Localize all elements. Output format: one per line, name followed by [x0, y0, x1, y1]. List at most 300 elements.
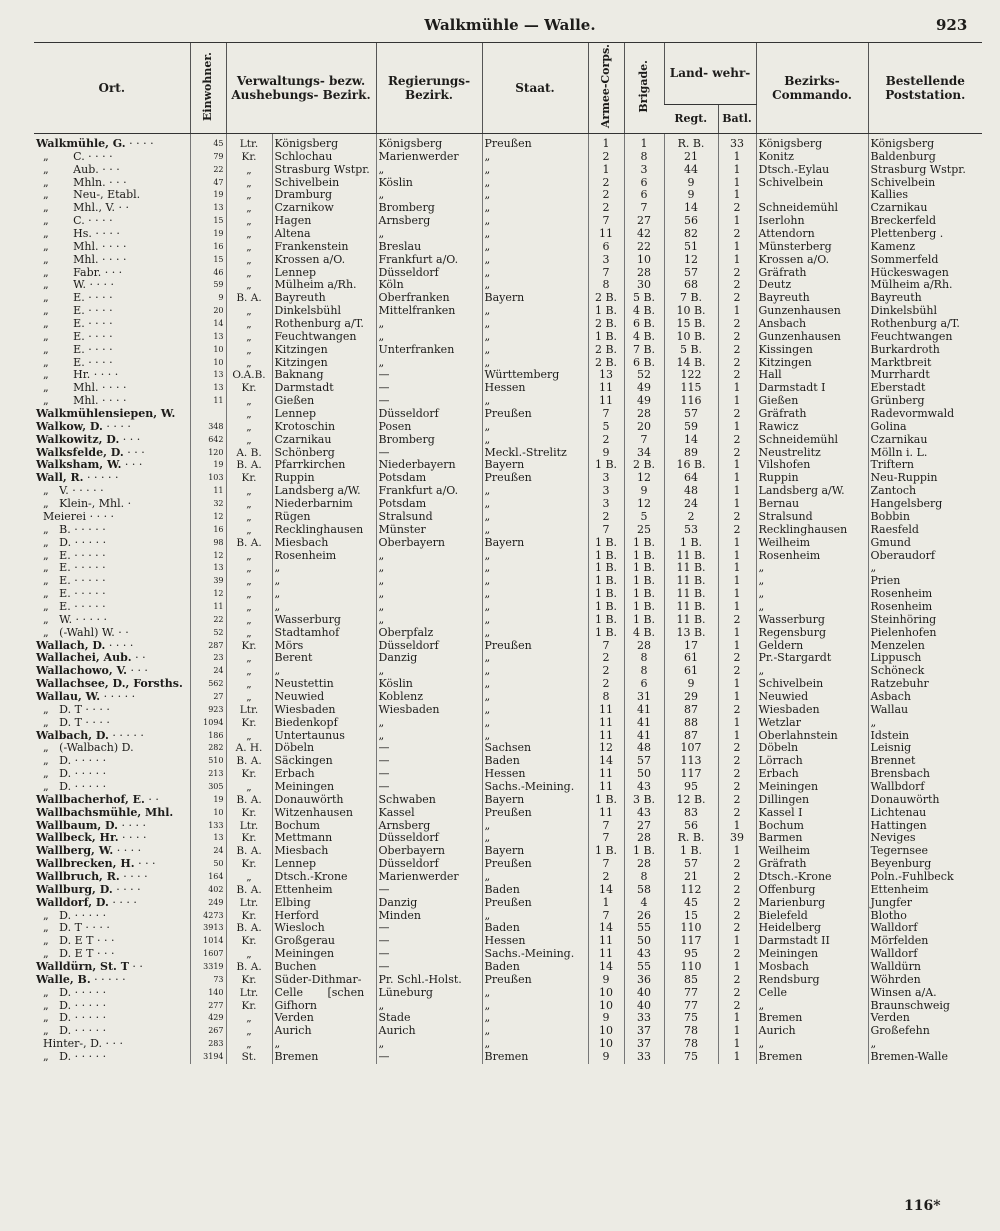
place-type: „ Mhln. · · · — [36, 176, 127, 189]
cell-staat: Meckl.-Strelitz — [482, 447, 588, 460]
place-name: Wallau, W. — [36, 690, 101, 703]
cell-reg: „ — [376, 1038, 482, 1051]
cell-brig: 58 — [624, 884, 664, 897]
cell-batl: 2 — [718, 511, 756, 524]
cell-post: Kallies — [868, 189, 982, 202]
cell-reg: „ — [376, 614, 482, 627]
cell-regt: 29 — [664, 691, 718, 704]
cell-batl: 2 — [718, 279, 756, 292]
cell-reg: — — [376, 742, 482, 755]
cell-regt: R. B. — [664, 832, 718, 845]
cell-v1: „ — [226, 601, 272, 614]
cell-regt: 110 — [664, 961, 718, 974]
cell-ort — [34, 472, 190, 485]
cell-ort — [34, 331, 190, 344]
cell-batl: 1 — [718, 189, 756, 202]
cell-regt: 77 — [664, 1000, 718, 1013]
cell-reg: — — [376, 369, 482, 382]
cell-v2: Dinkelsbühl — [272, 305, 376, 318]
cell-post: Gmund — [868, 537, 982, 550]
cell-brig: 1 B. — [624, 845, 664, 858]
cell-kom: Dtsch.-Eylau — [756, 164, 868, 177]
table-row — [34, 292, 982, 305]
cell-post: Oberaudorf — [868, 550, 982, 563]
cell-reg: „ — [376, 1000, 482, 1013]
cell-ort — [34, 832, 190, 845]
cell-regt: 64 — [664, 472, 718, 485]
cell-einw: 164 — [190, 871, 226, 884]
table-row — [34, 730, 982, 743]
cell-kom: Landsberg a/W. — [756, 485, 868, 498]
col-header-regt: Regt. — [664, 104, 718, 133]
cell-post: Bobbin — [868, 511, 982, 524]
col-header-verwaltung: Verwaltungs- bezw. Aushebungs- Bezirk. — [226, 43, 376, 134]
cell-brig: 1 B. — [624, 601, 664, 614]
cell-kom: Krossen a/O. — [756, 254, 868, 267]
cell-v1: „ — [226, 241, 272, 254]
cell-batl: 1 — [718, 485, 756, 498]
cell-regt: 112 — [664, 884, 718, 897]
cell-regt: 21 — [664, 151, 718, 164]
cell-v2: Frankenstein — [272, 241, 376, 254]
table-row — [34, 459, 982, 472]
cell-einw: 32 — [190, 498, 226, 511]
cell-batl: 1 — [718, 730, 756, 743]
cell-v1: Kr. — [226, 935, 272, 948]
table-row — [34, 447, 982, 460]
cell-staat: „ — [482, 910, 588, 923]
cell-regt: 87 — [664, 730, 718, 743]
cell-einw: 3319 — [190, 961, 226, 974]
cell-brig: 7 B. — [624, 344, 664, 357]
table-row — [34, 267, 982, 280]
cell-v1: „ — [226, 1025, 272, 1038]
cell-brig: 33 — [624, 1051, 664, 1064]
cell-einw: 22 — [190, 164, 226, 177]
cell-batl: 1 — [718, 1051, 756, 1064]
cell-v2: Mettmann — [272, 832, 376, 845]
cell-reg: „ — [376, 562, 482, 575]
cell-ort — [34, 151, 190, 164]
cell-einw: 213 — [190, 768, 226, 781]
cell-einw: 348 — [190, 421, 226, 434]
table-row — [34, 691, 982, 704]
cell-regt: 10 B. — [664, 331, 718, 344]
cell-einw: 14 — [190, 318, 226, 331]
place-name: Wallbrecken, H. — [36, 858, 135, 871]
cell-reg: „ — [376, 357, 482, 370]
cell-v1: B. A. — [226, 537, 272, 550]
cell-kom: Wetzlar — [756, 717, 868, 730]
cell-v1: „ — [226, 588, 272, 601]
cell-v1: „ — [226, 614, 272, 627]
cell-einw: 133 — [190, 820, 226, 833]
cell-ort — [34, 292, 190, 305]
cell-brig: 37 — [624, 1038, 664, 1051]
cell-post: Pielenhofen — [868, 627, 982, 640]
cell-v2: Säckingen — [272, 755, 376, 768]
cell-einw: 3913 — [190, 922, 226, 935]
cell-regt: 11 B. — [664, 601, 718, 614]
cell-brig: 8 — [624, 871, 664, 884]
cell-kom: Geldern — [756, 640, 868, 653]
cell-regt: 107 — [664, 742, 718, 755]
cell-v1: „ — [226, 498, 272, 511]
cell-staat: „ — [482, 820, 588, 833]
cell-post: Bremen-Walle — [868, 1051, 982, 1064]
cell-v2: „ — [272, 601, 376, 614]
cell-regt: 17 — [664, 640, 718, 653]
table-row — [34, 961, 982, 974]
cell-v1: Kr. — [226, 151, 272, 164]
cell-post: Zantoch — [868, 485, 982, 498]
cell-kom: Neuwied — [756, 691, 868, 704]
place-name: Walkow, D. — [36, 420, 103, 433]
cell-reg: Marienwerder — [376, 151, 482, 164]
cell-v1: Kr. — [226, 1000, 272, 1013]
cell-staat: „ — [482, 228, 588, 241]
cell-v1: „ — [226, 434, 272, 447]
cell-regt: R. B. — [664, 134, 718, 151]
cell-regt: 16 B. — [664, 459, 718, 472]
cell-ort — [34, 434, 190, 447]
cell-batl: 1 — [718, 151, 756, 164]
cell-regt: 59 — [664, 421, 718, 434]
cell-ac: 11 — [588, 228, 624, 241]
cell-ac: 7 — [588, 858, 624, 871]
cell-ac: 7 — [588, 215, 624, 228]
cell-regt: 48 — [664, 485, 718, 498]
cell-kom: Lörrach — [756, 755, 868, 768]
cell-reg: — — [376, 1051, 482, 1064]
place-type: „ Klein-, Mhl. · — [36, 498, 132, 511]
place-type: „ C. · · · · — [36, 215, 113, 228]
cell-regt: 14 — [664, 434, 718, 447]
cell-ort — [34, 177, 190, 190]
cell-brig: 40 — [624, 987, 664, 1000]
cell-regt: 95 — [664, 781, 718, 794]
cell-ort — [34, 1012, 190, 1025]
cell-v1: „ — [226, 202, 272, 215]
cell-ort — [34, 742, 190, 755]
cell-staat: Bayern — [482, 845, 588, 858]
cell-kom: Dtsch.-Krone — [756, 871, 868, 884]
cell-regt: 57 — [664, 858, 718, 871]
cell-staat: Baden — [482, 922, 588, 935]
cell-batl: 1 — [718, 961, 756, 974]
cell-regt: 95 — [664, 948, 718, 961]
cell-reg: — — [376, 948, 482, 961]
cell-post: Plettenberg . — [868, 228, 982, 241]
cell-v1: „ — [226, 627, 272, 640]
cell-kom: Regensburg — [756, 627, 868, 640]
place-type: · · · — [119, 433, 141, 446]
cell-v2: Witzenhausen — [272, 807, 376, 820]
cell-batl: 1 — [718, 601, 756, 614]
cell-einw: 287 — [190, 640, 226, 653]
cell-v2: Verden — [272, 1012, 376, 1025]
table-row — [34, 498, 982, 511]
cell-v1: „ — [226, 421, 272, 434]
cell-ort — [34, 562, 190, 575]
cell-kom: Mosbach — [756, 961, 868, 974]
cell-regt: 14 — [664, 202, 718, 215]
cell-einw: 9 — [190, 292, 226, 305]
cell-einw: 103 — [190, 472, 226, 485]
cell-ac: 11 — [588, 807, 624, 820]
cell-kom: Kitzingen — [756, 357, 868, 370]
cell-reg: Potsdam — [376, 472, 482, 485]
cell-ac: 1 B. — [588, 627, 624, 640]
table-row — [34, 614, 982, 627]
cell-post: Hangelsberg — [868, 498, 982, 511]
cell-ort — [34, 601, 190, 614]
cell-ort — [34, 459, 190, 472]
cell-ac: 7 — [588, 640, 624, 653]
place-type: „ D. T · · · · — [36, 703, 110, 716]
cell-einw: 19 — [190, 794, 226, 807]
table-row — [34, 640, 982, 653]
cell-ac: 1 B. — [588, 331, 624, 344]
cell-reg: „ — [376, 601, 482, 614]
cell-v2: Herford — [272, 910, 376, 923]
cell-ort — [34, 267, 190, 280]
place-type: · · · · · — [90, 973, 126, 986]
cell-brig: 57 — [624, 755, 664, 768]
table-row — [34, 768, 982, 781]
cell-batl: 1 — [718, 717, 756, 730]
cell-v2: Landsberg a/W. — [272, 485, 376, 498]
cell-ort — [34, 871, 190, 884]
cell-staat: „ — [482, 177, 588, 190]
cell-ac: 9 — [588, 1012, 624, 1025]
table-row — [34, 1012, 982, 1025]
cell-ac: 2 — [588, 652, 624, 665]
cell-einw: 39 — [190, 575, 226, 588]
cell-regt: 110 — [664, 922, 718, 935]
cell-ac: 7 — [588, 910, 624, 923]
cell-post: „ — [868, 562, 982, 575]
cell-einw: 10 — [190, 344, 226, 357]
cell-staat: Preußen — [482, 472, 588, 485]
table-row — [34, 228, 982, 241]
cell-v2: Bochum — [272, 820, 376, 833]
cell-brig: 43 — [624, 948, 664, 961]
cell-staat: „ — [482, 215, 588, 228]
cell-staat: „ — [482, 254, 588, 267]
cell-kom: Neustrelitz — [756, 447, 868, 460]
cell-v2: Lennep — [272, 858, 376, 871]
cell-brig: 8 — [624, 652, 664, 665]
cell-brig: 4 B. — [624, 305, 664, 318]
cell-ac: 2 — [588, 678, 624, 691]
cell-post: Rothenburg a/T. — [868, 318, 982, 331]
cell-v1: B. A. — [226, 961, 272, 974]
cell-ort — [34, 910, 190, 923]
place-name: Wallbruch, R. — [36, 870, 120, 883]
cell-batl: 2 — [718, 357, 756, 370]
cell-ac: 2 — [588, 665, 624, 678]
cell-reg: „ — [376, 588, 482, 601]
cell-ort — [34, 164, 190, 177]
place-name: Wallberg, W. — [36, 845, 114, 858]
cell-v2: Miesbach — [272, 845, 376, 858]
cell-kom: Barmen — [756, 832, 868, 845]
cell-v2: Neustettin — [272, 678, 376, 691]
cell-staat: Sachsen — [482, 742, 588, 755]
cell-ort — [34, 704, 190, 717]
cell-einw: 59 — [190, 279, 226, 292]
cell-v1: „ — [226, 524, 272, 537]
cell-batl: 1 — [718, 177, 756, 190]
cell-ac: 5 — [588, 421, 624, 434]
cell-v1: „ — [226, 331, 272, 344]
cell-ort — [34, 134, 190, 151]
cell-regt: 78 — [664, 1025, 718, 1038]
cell-regt: 13 B. — [664, 627, 718, 640]
cell-einw: 10 — [190, 357, 226, 370]
cell-brig: 27 — [624, 215, 664, 228]
cell-v2: Schönberg — [272, 447, 376, 460]
cell-batl: 2 — [718, 742, 756, 755]
place-type: „ D. · · · · · — [36, 909, 107, 922]
cell-kom: Stralsund — [756, 511, 868, 524]
cell-kom: Dillingen — [756, 794, 868, 807]
cell-kom: Offenburg — [756, 884, 868, 897]
cell-reg: Königsberg — [376, 134, 482, 151]
cell-v2: Neuwied — [272, 691, 376, 704]
cell-ac: 1 B. — [588, 550, 624, 563]
cell-staat: Baden — [482, 884, 588, 897]
cell-einw: 249 — [190, 897, 226, 910]
cell-ort — [34, 241, 190, 254]
table-row — [34, 305, 982, 318]
cell-ort — [34, 794, 190, 807]
cell-einw: 46 — [190, 267, 226, 280]
cell-kom: Oberlahnstein — [756, 730, 868, 743]
cell-staat: Preußen — [482, 408, 588, 421]
cell-batl: 1 — [718, 382, 756, 395]
place-type: · · · · · — [83, 472, 119, 485]
cell-staat: Preußen — [482, 807, 588, 820]
cell-kom: Rawicz — [756, 421, 868, 434]
cell-staat: „ — [482, 1038, 588, 1051]
cell-v1: B. A. — [226, 845, 272, 858]
cell-batl: 2 — [718, 267, 756, 280]
cell-brig: 1 — [624, 134, 664, 151]
cell-v1: „ — [226, 652, 272, 665]
cell-v2: Hagen — [272, 215, 376, 228]
place-type: · · · — [123, 446, 145, 459]
cell-reg: Minden — [376, 910, 482, 923]
place-type: „ E. · · · · · — [36, 600, 106, 613]
cell-v1: „ — [226, 395, 272, 408]
place-type: „ D. · · · · · — [36, 768, 107, 781]
cell-staat: „ — [482, 987, 588, 1000]
cell-ort — [34, 961, 190, 974]
cell-staat: Bayern — [482, 537, 588, 550]
cell-staat: „ — [482, 164, 588, 177]
cell-ac: 3 — [588, 485, 624, 498]
cell-reg: Danzig — [376, 652, 482, 665]
cell-staat: Preußen — [482, 897, 588, 910]
cell-v1: B. A. — [226, 794, 272, 807]
cell-kom: Schivelbein — [756, 177, 868, 190]
cell-brig: 55 — [624, 922, 664, 935]
place-type: · · · — [121, 459, 143, 472]
cell-batl: 1 — [718, 627, 756, 640]
cell-kom: Gräfrath — [756, 408, 868, 421]
cell-post: Hattingen — [868, 820, 982, 833]
cell-post: Czarnikau — [868, 202, 982, 215]
cell-einw: 283 — [190, 1038, 226, 1051]
cell-ac: 8 — [588, 691, 624, 704]
cell-v2: Lennep — [272, 267, 376, 280]
place-type: „ E. · · · · — [36, 292, 113, 305]
table-row — [34, 717, 982, 730]
cell-staat: Hessen — [482, 382, 588, 395]
cell-regt: 21 — [664, 871, 718, 884]
cell-v1: „ — [226, 279, 272, 292]
col-header-einwohner: Einwohner. — [190, 43, 226, 134]
cell-kom: Weilheim — [756, 537, 868, 550]
place-type: „ Hr. · · · · — [36, 369, 119, 382]
cell-v1: „ — [226, 189, 272, 202]
cell-brig: 40 — [624, 1000, 664, 1013]
cell-ort — [34, 987, 190, 1000]
cell-staat: Baden — [482, 755, 588, 768]
cell-ac: 2 — [588, 511, 624, 524]
cell-staat: „ — [482, 524, 588, 537]
cell-brig: 8 — [624, 665, 664, 678]
place-name: Wallbeck, Hr. — [36, 832, 119, 845]
cell-brig: 43 — [624, 807, 664, 820]
cell-einw: 19 — [190, 189, 226, 202]
cell-batl: 2 — [718, 948, 756, 961]
cell-regt: 10 B. — [664, 305, 718, 318]
cell-brig: 1 B. — [624, 537, 664, 550]
cell-brig: 8 — [624, 151, 664, 164]
cell-batl: 2 — [718, 1000, 756, 1013]
cell-v2: „ — [272, 562, 376, 575]
cell-v2: Aurich — [272, 1025, 376, 1038]
cell-staat: „ — [482, 588, 588, 601]
cell-regt: 15 — [664, 910, 718, 923]
cell-kom: Weilheim — [756, 845, 868, 858]
place-type: „ E. · · · · · — [36, 575, 106, 588]
cell-ac: 1 B. — [588, 562, 624, 575]
table-row — [34, 910, 982, 923]
cell-brig: 4 B. — [624, 627, 664, 640]
cell-ort — [34, 1051, 190, 1064]
cell-staat: Hessen — [482, 935, 588, 948]
cell-regt: 11 B. — [664, 614, 718, 627]
cell-brig: 6 — [624, 678, 664, 691]
cell-staat: „ — [482, 485, 588, 498]
cell-ort — [34, 254, 190, 267]
cell-kom: Bayreuth — [756, 292, 868, 305]
cell-post: Triftern — [868, 459, 982, 472]
place-name: Wallbachsmühle, Mhl. — [36, 806, 174, 819]
place-type: · · · · — [119, 870, 148, 883]
cell-brig: 7 — [624, 434, 664, 447]
cell-batl: 1 — [718, 537, 756, 550]
cell-brig: 4 — [624, 897, 664, 910]
table-row — [34, 858, 982, 871]
cell-v2: Meiningen — [272, 781, 376, 794]
cell-kom: Gunzenhausen — [756, 305, 868, 318]
table-row — [34, 357, 982, 370]
